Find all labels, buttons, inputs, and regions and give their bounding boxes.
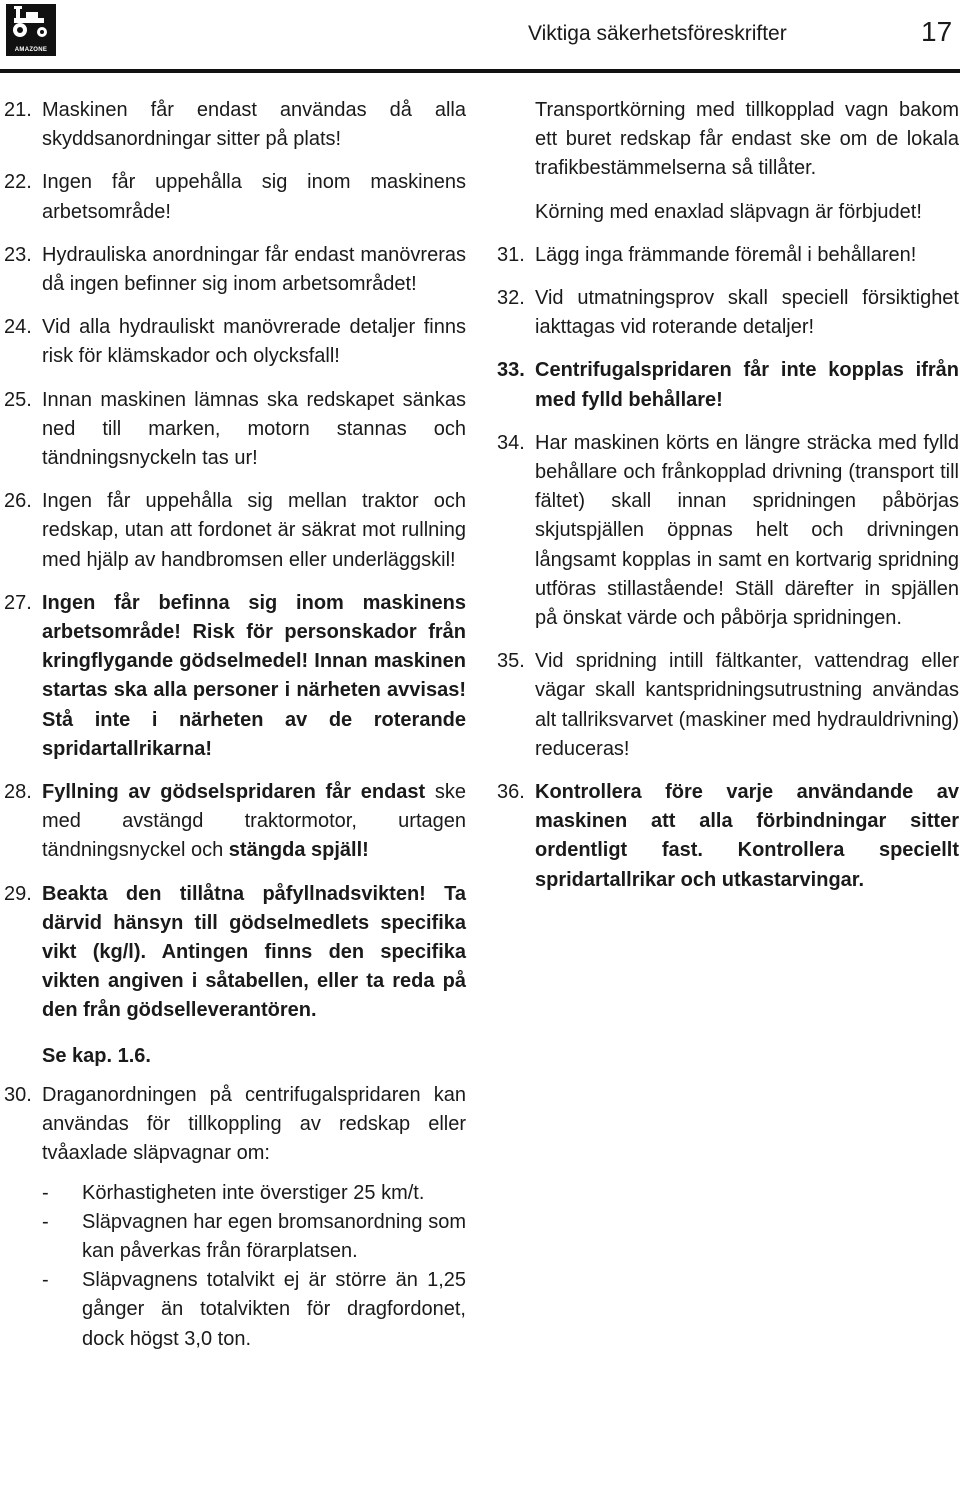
item-number: 35. <box>497 650 525 673</box>
list-item-34 <box>497 429 959 633</box>
item-number: 29. <box>4 882 32 905</box>
item-number: 28. <box>4 781 32 804</box>
item-text: Vid spridning intill fältkanter, vattendrag eller vägar skall kantspridningsutrustning användas alt tallriksvarvet (maskiner med hydrauldrivning) reduceras! <box>535 650 959 760</box>
item-text-bold: stängda spjäll! <box>228 839 369 862</box>
dash-marker: - <box>42 1181 49 1204</box>
item-text: Draganordningen på centrifugalspridaren kan användas för tillkoppling av redskap eller tvåaxlade släpvagnar om: <box>42 1083 466 1165</box>
item-text: Ingen får uppehålla sig mellan traktor och redskap, utan att fordonet är säkrat mot rullning med hjälp av handbromsen eller underläggskil! <box>42 490 466 571</box>
item-text: Beakta den tillåtna påfyllnadsvikten! Ta därvid hänsyn till gödselmedlets specifika vikt (kg/l). Antingen finns den specifika vikten angiven i såtabellen, eller ta reda på den från gödselleverantören. <box>42 882 466 1022</box>
list-item-35 <box>497 647 959 764</box>
item-text: Har maskinen körts en längre sträcka med fylld behållare och frånkopplad drivning (transport till fältet) skall innan spridningen påbörjas skjutspjällen öppnas helt och drivningen långsamt kopplas in samt en kortvarig spridning utföras stillastående! Ställ därefter in spjällen på önskat värde och påbörja spridningen. <box>535 431 959 630</box>
header-divider <box>0 69 960 73</box>
list-item-25 <box>4 386 466 474</box>
item-number: 33. <box>497 359 525 382</box>
list-item-24 <box>4 313 466 371</box>
item-text: Ingen får uppehålla sig inom maskinens arbetsområde! <box>42 171 466 223</box>
item-number: 31. <box>497 243 525 266</box>
condition-text: Släpvagnen har egen bromsanordning som kan påverkas från förarplatsen. <box>82 1210 466 1262</box>
see-reference: Se kap. 1.6. <box>42 1044 151 1067</box>
item-text <box>42 778 466 866</box>
list-item-26 <box>4 487 466 575</box>
condition-text: Körhastigheten inte överstiger 25 km/t. <box>82 1181 425 1204</box>
condition-item <box>4 1208 466 1266</box>
list-item-28 <box>4 778 466 866</box>
condition-item <box>4 1179 466 1208</box>
item-text-plain: ske med avstängd traktormotor, urtagen tändningsnyckel och <box>42 781 466 862</box>
paragraph-trailer: Körning med enaxlad släpvagn är förbjudet! <box>535 200 922 223</box>
list-item-23 <box>4 241 466 299</box>
list-item-30 <box>4 1081 466 1169</box>
item-text-bold: Fyllning av gödselspridaren får endast <box>42 781 426 804</box>
item-number: 36. <box>497 781 525 804</box>
item-number: 30. <box>4 1083 32 1106</box>
condition-text: Släpvagnens totalvikt ej är större än 1,25 gånger än totalvikten för dragfordonet, dock högst 3,0 ton. <box>82 1269 466 1350</box>
item-number: 25. <box>4 388 32 411</box>
logo-text: AMAZONE <box>14 47 48 53</box>
item-text: Hydrauliska anordningar får endast manövreras då ingen befinner sig inom arbetsområdet! <box>42 243 466 296</box>
item-number: 27. <box>4 591 32 614</box>
dash-marker: - <box>42 1210 49 1233</box>
brand-logo <box>6 4 56 56</box>
item-number: 24. <box>4 316 32 339</box>
left-column <box>4 96 466 1354</box>
list-item-36 <box>497 778 959 895</box>
tractor-logo-icon <box>6 4 56 44</box>
list-item-22 <box>4 168 466 226</box>
item-text: Vid alla hydrauliskt manövrerade detaljer finns risk för klämskador och olycksfall! <box>42 316 466 368</box>
item-number: 22. <box>4 171 32 194</box>
list-item-29 <box>4 880 466 1026</box>
item-text: Ingen får befinna sig inom maskinens arbetsområde! Risk för personskador från kringflygande gödselmedel! Innan maskinen startas ska alla personer i närheten avvisas! Stå inte i närheten av de roterande spridartallrikarna! <box>42 591 466 760</box>
list-item-32 <box>497 284 959 342</box>
item-text: Innan maskinen lämnas ska redskapet sänkas ned till marken, motorn stannas och tändningsnyckeln tas ur! <box>42 388 466 470</box>
condition-item <box>4 1266 466 1354</box>
item-number: 26. <box>4 490 32 513</box>
list-item-27 <box>4 589 466 764</box>
item-text: Centrifugalspridaren får inte kopplas ifrån med fylld behållare! <box>535 359 959 411</box>
right-column <box>497 96 959 909</box>
item-number: 32. <box>497 287 525 310</box>
item-number: 34. <box>497 431 525 454</box>
item-text: Maskinen får endast användas då alla skyddsanordningar sitter på plats! <box>42 99 466 151</box>
page-number: 17 <box>921 16 953 47</box>
list-item-31 <box>497 241 959 270</box>
page-title: Viktiga säkerhetsföreskrifter <box>528 22 787 45</box>
list-item-33 <box>497 356 959 414</box>
item-text: Lägg inga främmande föremål i behållaren! <box>535 243 917 266</box>
item-number: 23. <box>4 243 32 266</box>
condition-list <box>4 1179 466 1354</box>
item-text: Vid utmatningsprov skall speciell försiktighet iakttagas vid roterande detaljer! <box>535 287 959 339</box>
item-text: Kontrollera före varje användande av maskinen att alla förbindningar sitter ordentligt fast. Kontrollera speciellt spridartallrikar och utkastarvingar. <box>535 781 959 891</box>
item-number: 21. <box>4 99 32 121</box>
list-item-21 <box>4 96 466 154</box>
dash-marker: - <box>42 1269 49 1292</box>
paragraph-transport: Transportkörning med tillkopplad vagn bakom ett buret redskap får endast ske om de lokala trafikbestämmelserna så tillåter. <box>535 99 959 180</box>
